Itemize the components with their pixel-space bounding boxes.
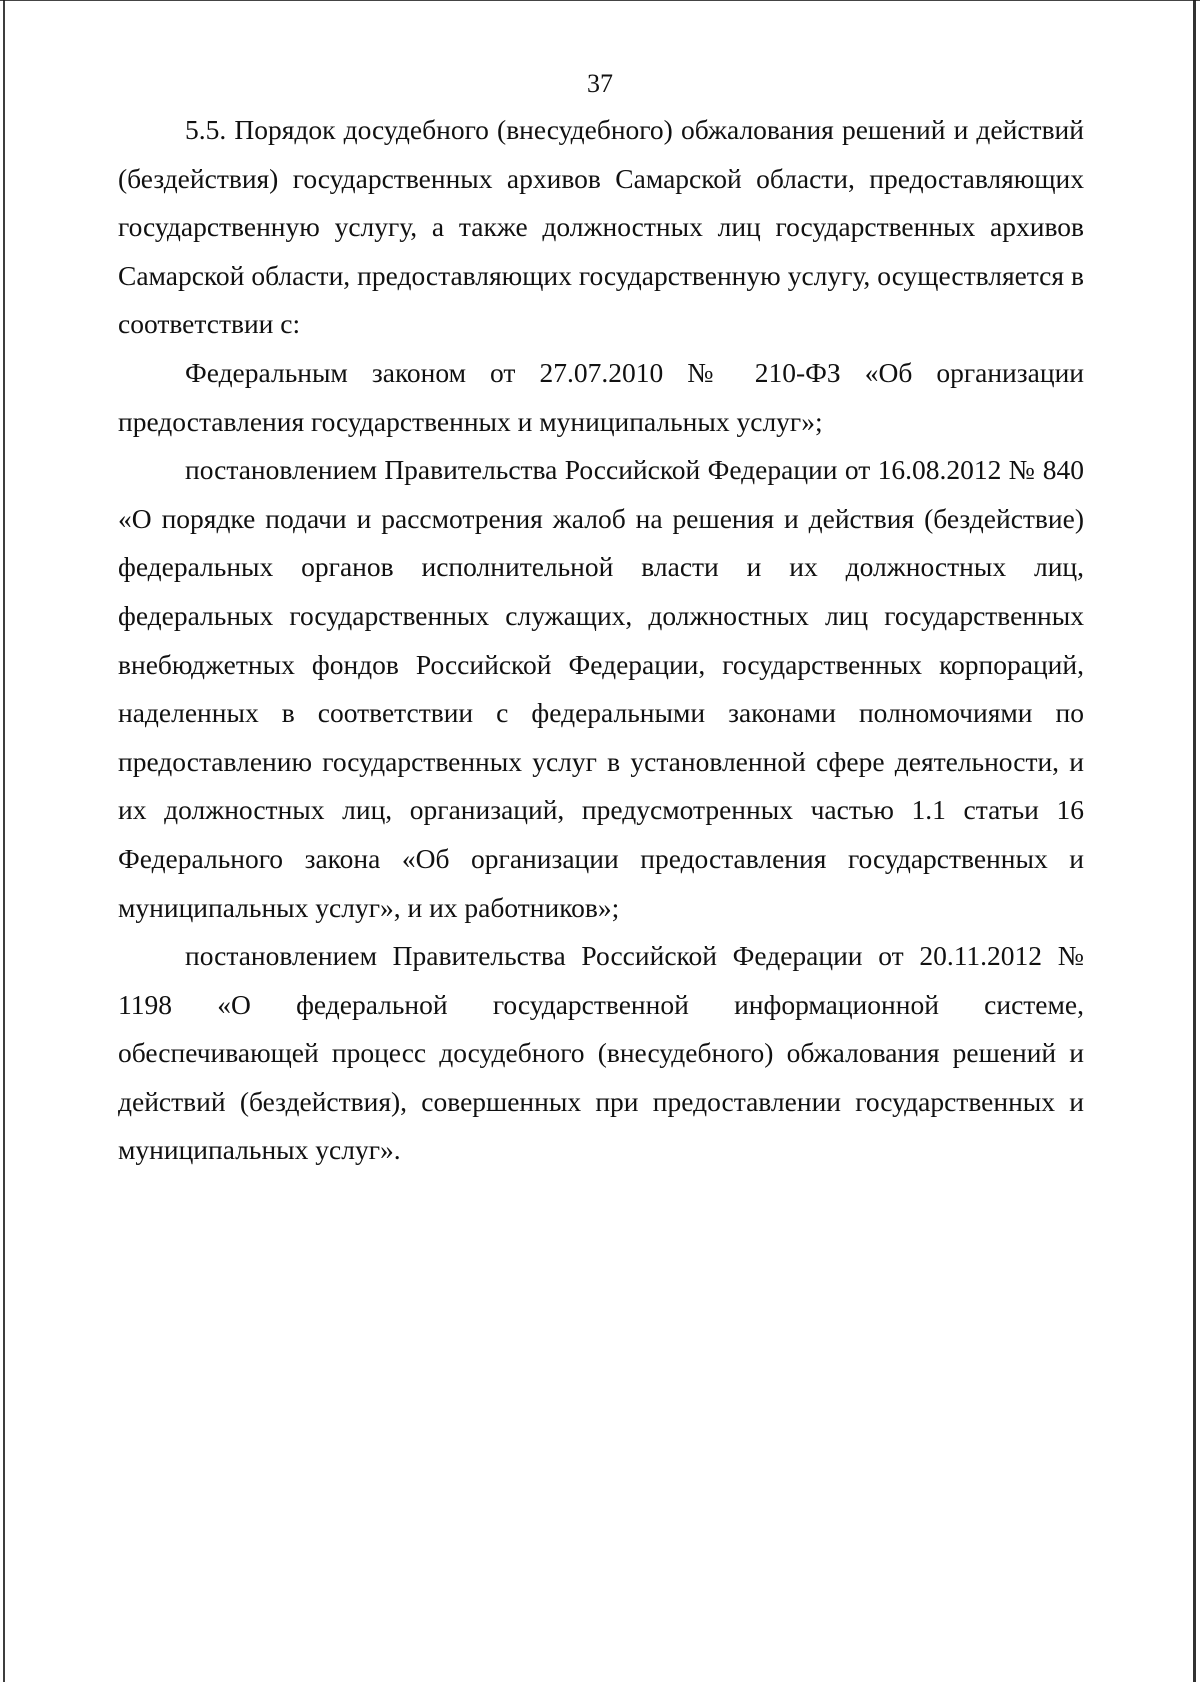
paragraph-appeal-procedure: 5.5. Порядок досудебного (внесудебного) обжалования решений и действий (бездействия) государственных архивов Самарской области, предоставляющих государственную услугу, а также должностных лиц государственных архивов Самарской области, предоставляющих государственную услугу, осуществляется в соответствии с: [118, 114, 1084, 340]
paragraph-resolution-840: постановлением Правительства Российской Федерации от 16.08.2012 № 840 «О порядке подачи и рассмотрения жалоб на решения и действия (бездействие) федеральных органов исполнительной власти и их должностных лиц, федеральных государственных служащих, должностных лиц государственных внебюджетных фондов Российской Федерации, государственных корпораций, наделенных в соответствии с федеральными законами полномочиями по предоставлению государственных услуг в установленной сфере деятельности, и их должностных лиц, организаций, предусмотренных частью 1.1 статьи 16 Федерального закона «Об организации предоставления государственных и муниципальных услуг», и их работников»; [118, 454, 1084, 923]
scan-edge-right [1193, 0, 1196, 1682]
document-body [118, 106, 1084, 1175]
paragraph-resolution-1198: постановлением Правительства Российской Федерации от 20.11.2012 № 1198 «О федеральной государственной информационной системе, обеспечивающей процесс досудебного (внесудебного) обжалования решений и действий (бездействия), совершенных при предоставлении государственных и муниципальных услуг». [118, 940, 1084, 1166]
paragraph-federal-law-210: Федеральным законом от 27.07.2010 № 210-ФЗ «Об организации предоставления государственных и муниципальных услуг»; [118, 356, 1084, 437]
scan-edge-left [3, 0, 5, 1682]
scan-edge-top [0, 0, 1200, 1]
page-number: 37 [587, 69, 613, 98]
